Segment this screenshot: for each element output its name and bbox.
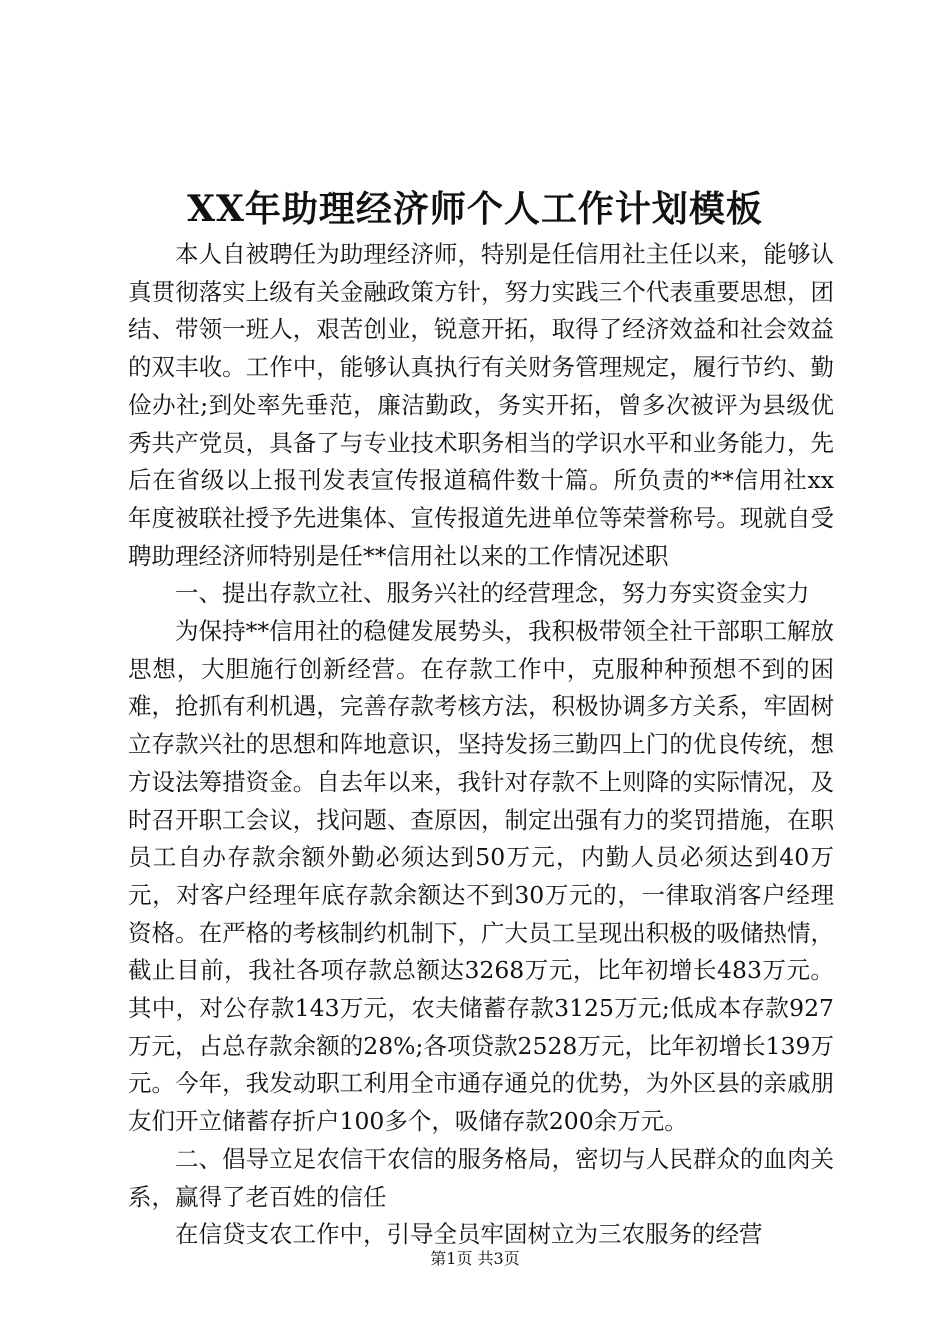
- document-body: [128, 236, 834, 1254]
- paragraph-credit: 在信贷支农工作中，引导全员牢固树立为三农服务的经营: [175, 1220, 763, 1249]
- paragraph-intro: 本人自被聘任为助理经济师，特别是任信用社主任以来，能够认真贯彻落实上级有关金融政策方针，努力实践三个代表重要思想，团结、带领一班人，艰苦创业，锐意开拓，取得了经济效益和社会效益的双丰收。工作中，能够认真执行有关财务管理规定，履行节约、勤俭办社;到处率先垂范，廉洁勤政，务实开拓，曾多次被评为县级优秀共产党员，具备了与专业技术职务相当的学识水平和业务能力，先后在省级以上报刊发表宣传报道稿件数十篇。所负责的**信用社xx年度被联社授予先进集体、宣传报道先进单位等荣誉称号。现就自受聘助理经济师特别是任**信用社以来的工作情况述职: [128, 240, 834, 570]
- section-heading-2: 二、倡导立足农信干农信的服务格局，密切与人民群众的血肉关系，赢得了老百姓的信任: [128, 1144, 834, 1211]
- page-footer: 第1页 共3页: [430, 1249, 520, 1268]
- document-title: XX年助理经济师个人工作计划模板: [187, 188, 763, 230]
- paragraph-deposits: 为保持**信用社的稳健发展势头，我积极带领全社干部职工解放思想，大胆施行创新经营。在存款工作中，克服种种预想不到的困难，抢抓有利机遇，完善存款考核方法，积极协调多方关系，牢固树立存款兴社的思想和阵地意识，坚持发扬三勤四上门的优良传统，想方设法筹措资金。自去年以来，我针对存款不上则降的实际情况，及时召开职工会议，找问题、查原因，制定出强有力的奖罚措施，在职员工自办存款余额外勤必须达到50万元，内勤人员必须达到40万元，对客户经理年底存款余额达不到30万元的，一律取消客户经理资格。在严格的考核制约机制下，广大员工呈现出积极的吸储热情，截止目前，我社各项存款总额达3268万元，比年初增长483万元。其中，对公存款143万元，农夫储蓄存款3125万元;低成本存款927万元，占总存款余额的28%;各项贷款2528万元，比年初增长139万元。今年，我发动职工利用全市通存通兑的优势，为外区县的亲戚朋友们开立储蓄存折户100多个，吸储存款200余万元。: [128, 617, 834, 1136]
- section-heading-1: 一、提出存款立社、服务兴社的经营理念，努力夯实资金实力: [175, 579, 810, 608]
